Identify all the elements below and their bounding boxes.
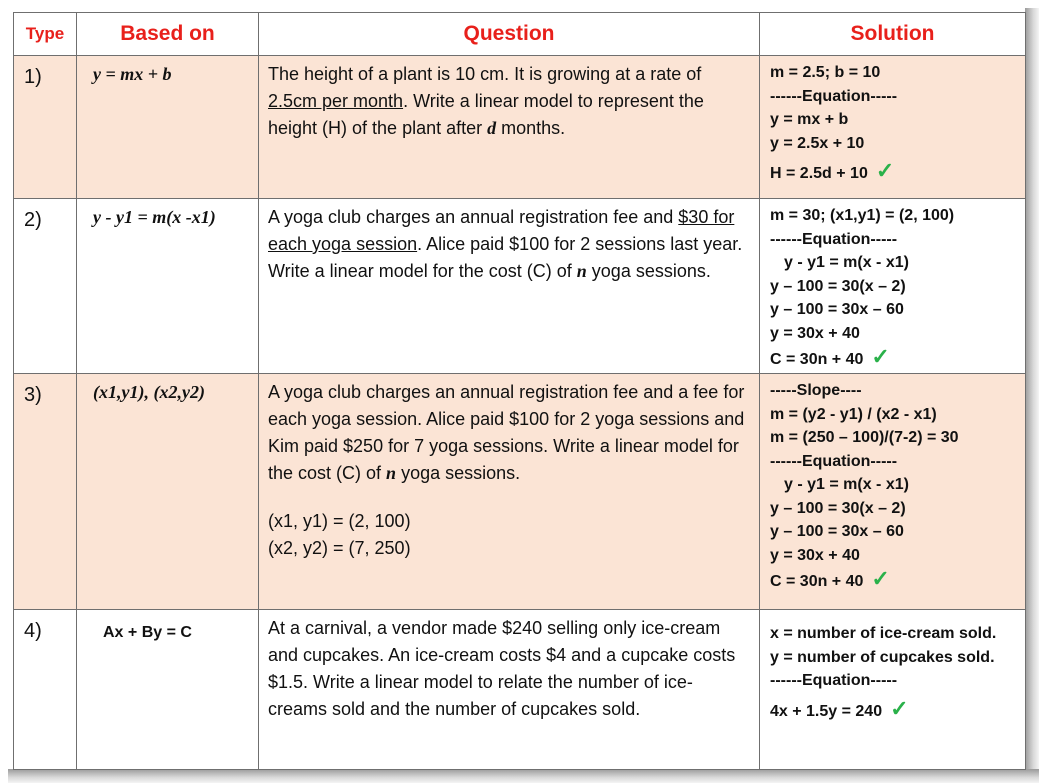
solution-line: m = (y2 - y1) / (x2 - x1) [770,405,937,423]
solution-line: ------Equation----- [770,230,898,248]
header-row [14,13,1026,56]
question-underlined: 2.5cm per month [268,91,404,111]
based-on-cell: Ax + By = C [77,610,259,770]
frame-shadow-right [1025,8,1039,783]
solution-line: y - y1 = m(x - x1) [784,476,909,493]
based-on-cell: y - y1 = m(x -x1) [77,199,259,374]
type-cell: 2) [14,199,77,374]
type-cell: 3) [14,374,77,610]
header-based-on: Based on [77,13,259,56]
header-type: Type [14,13,77,56]
question-text: yoga sessions. [396,463,521,483]
solution-line: 4x + 1.5y = 240 [770,702,883,720]
solution-line: y – 100 = 30(x – 2) [770,499,906,517]
solution-line: ------Equation----- [770,672,898,689]
checkmark-icon: ✓ [875,158,895,183]
solution-line: ------Equation----- [770,452,898,470]
solution-line: C = 30n + 40 [770,351,864,368]
checkmark-icon: ✓ [871,344,890,369]
point-2: (x2, y2) = (7, 250) [268,538,411,558]
frame-shadow-bottom [8,769,1039,783]
question-variable: n [576,261,587,281]
solution-cell [760,56,1026,199]
linear-models-table [13,12,1026,770]
point-1: (x1, y1) = (2, 100) [268,511,411,531]
question-variable: n [386,463,397,483]
table-row [14,610,1026,770]
solution-line: m = 30; (x1,y1) = (2, 100) [770,207,955,224]
question-text: A yoga club charges an annual registration fee and a fee for each yoga session. Alice paid $100 for 2 yoga sessions and Kim paid $250 for 7 yoga sessions. Write a linear model for the cost (C) of [268,382,745,483]
question-text: . Write a linear model to represent the height (H) of the plant after [268,91,704,138]
given-points [268,508,751,562]
question-text: . Alice paid $100 for 2 sessions last year. Write a linear model for the cost (C) of [268,234,743,281]
question-cell [259,56,760,199]
header-question: Question [259,13,760,56]
type-cell: 4) [14,610,77,770]
solution-line: y – 100 = 30x – 60 [770,523,904,540]
solution-line: y = mx + b [770,111,849,128]
solution-line: -----Slope---- [770,382,862,399]
table-row [14,199,1026,374]
question-variable: d [487,118,497,138]
solution-line: y – 100 = 30(x – 2) [770,277,906,295]
solution-line: m = (250 – 100)/(7-2) = 30 [770,429,959,446]
solution-line: y = 2.5x + 10 [770,134,865,152]
question-cell [259,374,760,610]
checkmark-icon: ✓ [890,695,909,721]
table-row [14,56,1026,199]
solution-line: x = number of ice-cream sold. [770,625,997,642]
solution-cell [760,610,1026,770]
question-cell [259,610,760,770]
question-text: The height of a plant is 10 cm. It is growing at a rate of [268,64,702,84]
solution-line: ------Equation----- [770,87,898,105]
table-row [14,374,1026,610]
solution-line: y - y1 = m(x - x1) [784,254,909,271]
checkmark-icon: ✓ [871,566,890,591]
based-on-cell: y = mx + b [77,56,259,199]
solution-line: C = 30n + 40 [770,573,864,590]
question-text: months. [496,118,566,138]
question-text: A yoga club charges an annual registration fee and [268,207,679,227]
solution-line: H = 2.5d + 10 [770,165,868,182]
solution-line: m = 2.5; b = 10 [770,64,881,81]
question-cell [259,199,760,374]
question-text: At a carnival, a vendor made $240 selling only ice-cream and cupcakes. An ice-cream costs $4 and a cupcake costs $1.5. Write a linear model to relate the number of ice-creams sold and the number of cupcakes sold. [268,618,736,719]
type-cell: 1) [14,56,77,199]
solution-line: y = 30x + 40 [770,546,860,564]
based-on-cell: (x1,y1), (x2,y2) [77,374,259,610]
solution-line: y = number of cupcakes sold. [770,648,995,666]
solution-line: y = 30x + 40 [770,324,860,342]
solution-cell [760,374,1026,610]
header-solution: Solution [760,13,1026,56]
question-underlined: $30 for each yoga session [268,207,735,254]
solution-line: y – 100 = 30x – 60 [770,301,904,318]
solution-cell [760,199,1026,374]
question-text: yoga sessions. [586,261,711,281]
